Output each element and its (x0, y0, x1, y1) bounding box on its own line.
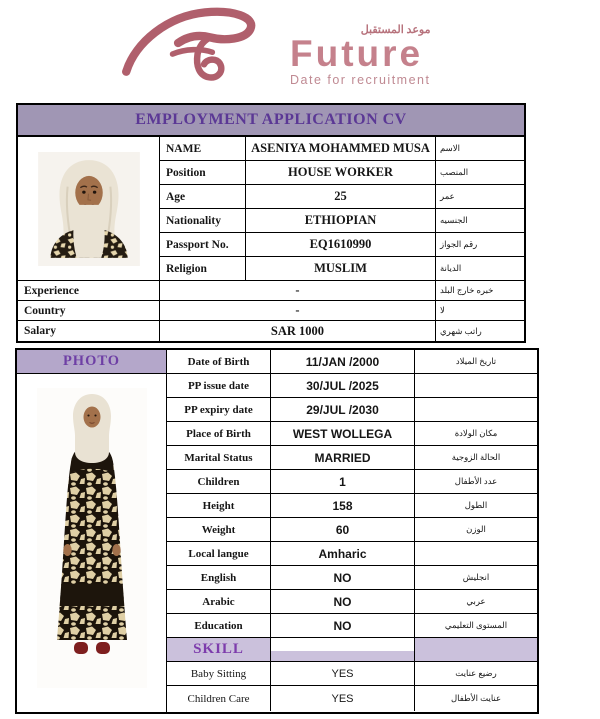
field-label: PP issue date (167, 374, 271, 397)
field-value: 158 (271, 494, 415, 517)
field-value: YES (271, 662, 415, 685)
field-value: - (160, 301, 436, 320)
future-logo-icon (108, 5, 288, 93)
field-label: Nationality (160, 209, 246, 232)
field-label-arabic: الجنسيه (440, 215, 468, 225)
field-value: - (160, 281, 436, 300)
field-label: Local langue (167, 542, 271, 565)
field-value: SAR 1000 (160, 321, 436, 341)
field-label-arabic: مكان الولادة (454, 428, 498, 438)
field-label-arabic: عنايت الأطفال (450, 693, 502, 703)
field-value: WEST WOLLEGA (271, 422, 415, 445)
skill-rows (167, 662, 537, 711)
field-label: Children Care (167, 686, 271, 711)
field-value: 30/JUL /2025 (271, 374, 415, 397)
table-row (167, 422, 537, 446)
agency-logo (108, 4, 453, 94)
field-label-arabic: المنصب (440, 167, 469, 177)
field-label: PP expiry date (167, 398, 271, 421)
field-label: Education (167, 614, 271, 637)
field-label-arabic: لا (440, 305, 445, 315)
field-label-arabic: راتب شهري (440, 325, 482, 336)
field-label-arabic (415, 398, 537, 421)
field-label-arabic: الاسم (440, 143, 460, 153)
table-row (167, 374, 537, 398)
field-label-arabic: رضيع عنايت (455, 668, 497, 678)
table-row (167, 350, 537, 374)
field-label: Religion (160, 257, 246, 280)
field-label: Marital Status (167, 446, 271, 469)
field-label: NAME (160, 137, 246, 160)
table-row (167, 542, 537, 566)
field-label: Position (160, 161, 246, 184)
field-label-arabic: رقم الجواز (440, 239, 478, 249)
table-row (167, 470, 537, 494)
field-label-arabic: خبره خارج البلد (440, 285, 494, 295)
logo-brand-name: Future (290, 33, 424, 75)
field-label-arabic: الحالة الزوجية (451, 452, 501, 462)
table-row (167, 518, 537, 542)
field-value: NO (271, 614, 415, 637)
field-value: MUSLIM (246, 257, 436, 280)
portrait-photo (18, 137, 160, 281)
field-label: Salary (18, 321, 160, 341)
table-row (160, 137, 524, 161)
full-body-photo (17, 374, 166, 712)
employment-application-table (16, 103, 526, 343)
field-label: Age (160, 185, 246, 208)
table-row (160, 209, 524, 233)
field-label: Experience (18, 281, 160, 300)
field-value: 60 (271, 518, 415, 541)
skill-arabic-cell (415, 638, 537, 661)
table-row (160, 161, 524, 185)
field-value: ETHIOPIAN (246, 209, 436, 232)
photo-header: PHOTO (17, 350, 166, 374)
table-row (160, 257, 524, 281)
field-value: EQ1610990 (246, 233, 436, 256)
field-label: Place of Birth (167, 422, 271, 445)
details-table (15, 348, 539, 714)
field-label-arabic: المستوى التعليمي (444, 620, 508, 630)
field-label: Weight (167, 518, 271, 541)
field-value: 11/JAN /2000 (271, 350, 415, 373)
skill-white-box (271, 638, 414, 651)
field-label-arabic: الوزن (466, 524, 486, 534)
field-value: NO (271, 590, 415, 613)
skill-section-title: SKILL (167, 638, 271, 661)
field-label: English (167, 566, 271, 589)
field-label-arabic: عمر (440, 191, 455, 201)
field-value: 25 (246, 185, 436, 208)
table-row (18, 281, 524, 301)
field-value: YES (271, 686, 415, 711)
field-value: HOUSE WORKER (246, 161, 436, 184)
field-label: Children (167, 470, 271, 493)
table-row (167, 662, 537, 686)
field-value: NO (271, 566, 415, 589)
field-label-arabic: تاريخ الميلاد (455, 356, 497, 366)
logo-text (290, 11, 430, 86)
field-label-arabic (415, 374, 537, 397)
field-value: Amharic (271, 542, 415, 565)
field-label: Date of Birth (167, 350, 271, 373)
field-label-arabic (415, 542, 537, 565)
table-row (167, 446, 537, 470)
table-row (18, 321, 524, 341)
field-value: ASENIYA MOHAMMED MUSA (246, 137, 436, 160)
field-label-arabic: انجليش (462, 572, 490, 582)
photo-column (17, 350, 167, 712)
field-label: Height (167, 494, 271, 517)
field-label: Passport No. (160, 233, 246, 256)
table-row (167, 686, 537, 711)
field-label: Baby Sitting (167, 662, 271, 685)
cv-main-rows (160, 137, 524, 281)
table-row (160, 233, 524, 257)
field-label-arabic: عربي (466, 596, 486, 606)
field-label-arabic: الديانة (440, 263, 462, 273)
field-label: Country (18, 301, 160, 320)
logo-tagline: Date for recruitment (290, 72, 431, 87)
field-label-arabic: عدد الأطفال (454, 476, 498, 486)
table-row (167, 590, 537, 614)
table-row (167, 494, 537, 518)
cv-summary-rows (18, 281, 524, 341)
skill-section-row (167, 638, 537, 662)
table-row (167, 614, 537, 638)
cv-table-title: EMPLOYMENT APPLICATION CV (18, 105, 524, 137)
table-row (167, 566, 537, 590)
logo-arabic-name: موعد المستقبل (360, 24, 431, 37)
field-value: 1 (271, 470, 415, 493)
field-value: 29/JUL /2030 (271, 398, 415, 421)
field-label-arabic: الطول (464, 500, 488, 510)
table-row (160, 185, 524, 209)
skill-blank-cell (271, 638, 415, 661)
table-row (18, 301, 524, 321)
field-value: MARRIED (271, 446, 415, 469)
field-label: Arabic (167, 590, 271, 613)
table-row (167, 398, 537, 422)
details-rows (167, 350, 537, 638)
